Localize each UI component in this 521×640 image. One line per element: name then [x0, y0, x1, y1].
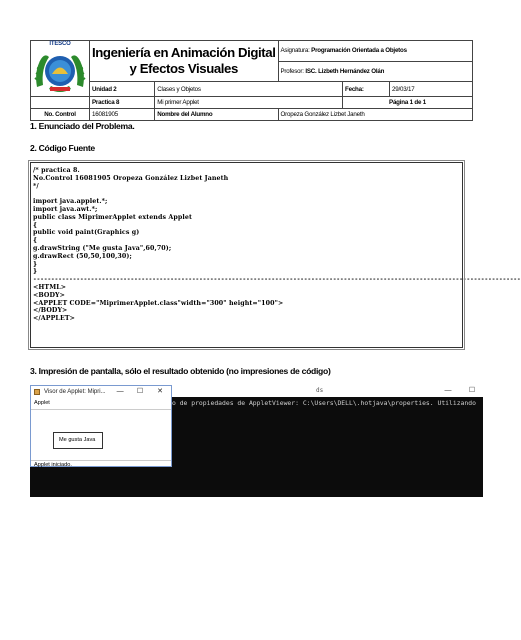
logo-bottom-cell	[31, 97, 90, 109]
control-label: No. Control	[31, 109, 90, 121]
program-title	[90, 41, 279, 82]
logo-text: ITESCO	[49, 41, 71, 47]
section-3-heading: 3. Impresión de pantalla, sólo el resultado obtenido (no impresiones de código)	[30, 366, 331, 376]
java-cup-icon	[34, 389, 40, 395]
logo-cell	[31, 41, 90, 97]
seal-icon	[31, 41, 89, 96]
profesor-value: ISC. Lizbeth Hernández Olán	[305, 67, 385, 75]
html-line: <HTML>	[33, 283, 67, 291]
practica-label: Practica 8	[90, 97, 155, 109]
asignatura-cell	[278, 41, 473, 62]
unidad-value: Clases y Objetos	[155, 82, 343, 97]
program-title-line2: y Efectos Visuales	[129, 61, 238, 77]
applet-viewer-window	[30, 385, 172, 467]
header-table	[30, 40, 473, 121]
program-title-line1: Ingeniería en Animación Digital	[92, 45, 276, 61]
itesco-logo	[31, 41, 89, 96]
code-line	[33, 190, 462, 198]
applet-status-bar: Applet iniciado.	[31, 460, 171, 470]
code-line: {	[33, 221, 38, 229]
console-title-fragment: ds	[316, 387, 324, 394]
console-minimize-icon[interactable]: —	[444, 387, 452, 394]
html-line: </APPLET>	[33, 315, 76, 323]
alumno-label: Nombre del Alumno	[155, 109, 278, 121]
console-output: o de propiedades de AppletViewer: C:\Users\DELL\.hotjava\properties. Utilizando	[172, 399, 476, 407]
asignatura-value: Programación Orientada a Objetos	[311, 47, 407, 55]
console-window-controls	[437, 386, 483, 394]
code-line: import java.applet.*;	[33, 198, 108, 206]
code-line: /* practica 8.	[33, 167, 80, 174]
practica-value: Mi primer Applet	[155, 97, 343, 109]
html-line: </BODY>	[33, 307, 68, 315]
unidad-label: Unidad 2	[90, 82, 155, 97]
code-line: {	[33, 237, 38, 245]
code-line: }	[33, 268, 38, 276]
profesor-label: Profesor:	[280, 67, 304, 75]
fecha-label: Fecha:	[343, 82, 390, 97]
control-value: 16081905	[90, 109, 155, 121]
alumno-value: Oropeza González Lizbet Janeth	[278, 109, 473, 121]
code-line: No.Control 16081905 Oropeza González Lizbet Janeth	[33, 174, 229, 182]
close-icon[interactable]: ✕	[157, 388, 163, 395]
section-2-heading: 2. Código Fuente	[30, 143, 95, 153]
applet-menu-item[interactable]: Applet	[34, 400, 50, 406]
code-line: */	[33, 182, 39, 190]
minimize-icon[interactable]: —	[116, 388, 124, 395]
code-line: g.drawRect (50,50,100,30);	[33, 252, 132, 260]
code-box	[30, 162, 521, 348]
code-line: g.drawString ("Me gusta Java",60,70);	[33, 244, 172, 252]
code-line: public class MiprimerApplet extends Applet	[33, 213, 193, 221]
html-line: <APPLET CODE="MiprimerApplet.class"width="300" height="100">	[33, 299, 284, 307]
asignatura-label: Asignatura:	[280, 47, 310, 55]
code-line: public void paint(Graphics g)	[33, 229, 140, 237]
applet-window-controls	[111, 387, 169, 395]
maximize-icon[interactable]: ☐	[136, 388, 144, 395]
code-line: }	[33, 260, 38, 268]
drawn-string: Me gusta Java	[59, 437, 96, 443]
applet-titlebar	[31, 386, 171, 399]
pagina-label: Página 1 de 1	[343, 97, 473, 109]
html-line: <BODY>	[33, 291, 66, 299]
code-divider: ---------------------------------------------------------------------------------------------------------------------------------------	[33, 276, 521, 284]
applet-window-title: Visor de Applet: Mipri...	[44, 389, 106, 395]
console-titlebar	[172, 385, 483, 397]
section-1-heading: 1. Enunciado del Problema.	[30, 121, 135, 131]
applet-menu	[31, 399, 171, 410]
profesor-cell	[278, 61, 473, 82]
fecha-value: 29/03/17	[390, 82, 473, 97]
code-line: import java.awt.*;	[33, 205, 98, 213]
applet-canvas	[31, 410, 171, 460]
console-maximize-icon[interactable]: ☐	[468, 387, 476, 394]
